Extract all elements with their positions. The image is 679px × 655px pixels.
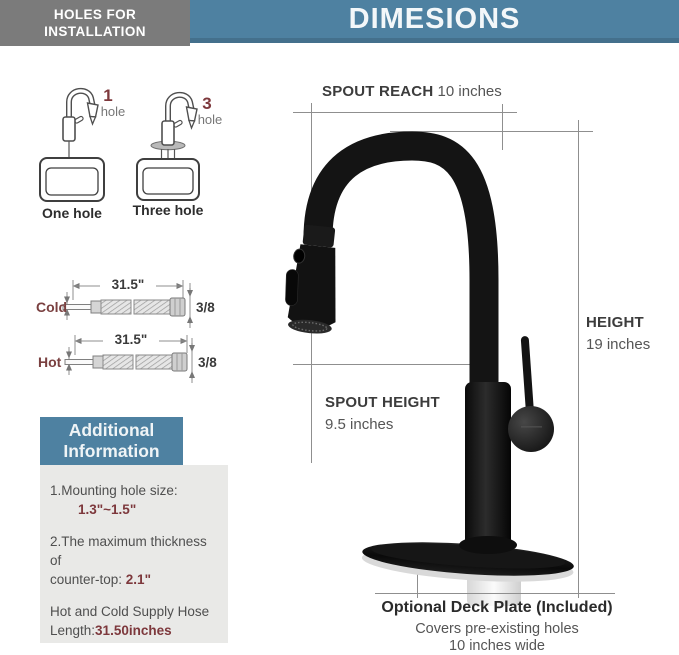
deck-plate-title: Optional Deck Plate (Included) [381, 599, 613, 616]
one-hole-count: 1 [103, 86, 113, 105]
spray-head-shape [280, 223, 345, 336]
additional-info-title-line2: Information [63, 441, 160, 461]
spout-reach-value: 10 inches [433, 83, 502, 100]
three-hole-caption: Three hole [132, 202, 204, 218]
info-item3-label: Hot and Cold Supply Hose [50, 604, 210, 619]
cold-hose-size: 3/8 [196, 300, 215, 315]
additional-info-title-line1: Additional [68, 420, 155, 440]
cold-hose-label: Cold [36, 299, 68, 315]
info-item2-value: 2.1" [125, 572, 151, 587]
info-item3-cont: Length: [50, 623, 96, 638]
one-hole-word: hole [100, 104, 126, 119]
spout-height-value: 9.5 inches [325, 416, 394, 433]
info-item2-label: 2.The maximum thickness of [50, 534, 207, 568]
hot-hose-label: Hot [38, 354, 62, 370]
page-title: DIMESIONS [348, 2, 521, 35]
spout-reach-label: SPOUT REACH [322, 83, 434, 100]
deck-plate-note-2: 10 inches wide [449, 638, 545, 654]
deck-plate-note-1: Covers pre-existing holes [415, 621, 579, 637]
cold-hose-length: 31.5" [100, 278, 156, 291]
three-hole-count: 3 [202, 94, 212, 113]
height-value: 19 inches [586, 336, 651, 353]
faucet-base-flare [459, 536, 517, 554]
gooseneck-spout-shape [318, 146, 484, 404]
three-hole-word: hole [197, 112, 223, 127]
counter-base-line [375, 593, 615, 594]
hot-hose-length: 31.5" [103, 333, 159, 346]
info-item1-value: 1.3"~1.5" [78, 502, 137, 517]
spout-height-label: SPOUT HEIGHT [325, 394, 440, 411]
one-hole-caption: One hole [42, 205, 102, 221]
holes-title-line1: HOLES FOR [53, 7, 137, 22]
info-item1-label: 1.Mounting hole size: [50, 483, 178, 498]
height-label: HEIGHT [586, 314, 644, 331]
faucet-body-shape [465, 382, 511, 548]
info-item2-cont: counter-top: [50, 572, 126, 587]
handle-shape [508, 336, 554, 452]
holes-title-line2: INSTALLATION [44, 24, 146, 39]
hot-hose-size: 3/8 [198, 355, 217, 370]
info-item3-value: 31.50inches [95, 623, 172, 638]
spout-reach-callout [322, 83, 502, 101]
